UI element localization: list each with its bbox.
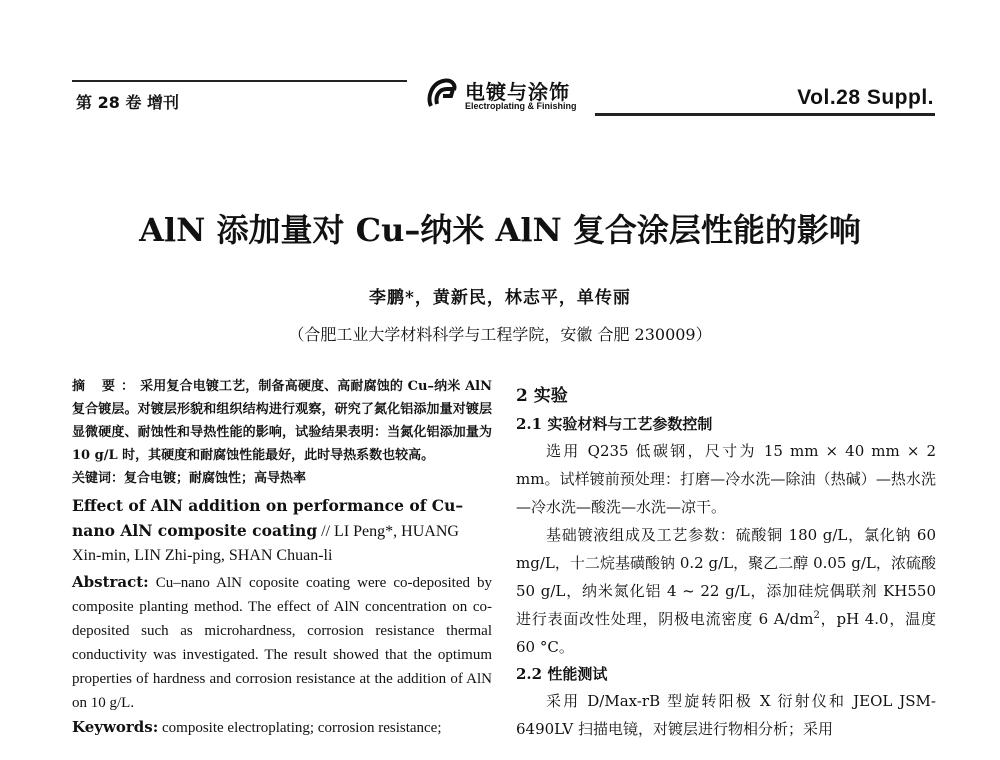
keywords-en-label: Keywords: bbox=[72, 718, 159, 736]
header-rule-left bbox=[72, 80, 407, 82]
journal-logo-icon bbox=[425, 76, 459, 110]
paragraph-materials: 选用 Q235 低碳钢，尺寸为 15 mm × 40 mm × 2 mm。试样镀前预处理：打磨—冷水洗—除油（热碱）—热水洗—冷水洗—酸洗—水洗—凉干。 bbox=[516, 442, 936, 516]
keywords-cn-label: 关键词： bbox=[72, 471, 125, 486]
abstract-cn-label: 摘 要： bbox=[72, 379, 141, 394]
abstract-cn bbox=[72, 375, 492, 467]
keywords-cn bbox=[72, 467, 492, 490]
issue-label: 第 28 卷 增刊 bbox=[76, 93, 179, 112]
subsection-heading-testing: 2.2 性能测试 bbox=[516, 665, 608, 683]
keywords-en bbox=[72, 715, 492, 740]
right-column bbox=[516, 375, 936, 743]
paper-title: AlN 添加量对 Cu–纳米 AlN 复合涂层性能的影响 bbox=[139, 211, 861, 249]
journal-name-cn: 电镀与涂饰 bbox=[465, 80, 570, 104]
left-column bbox=[72, 375, 492, 740]
abstract-cn-text: 采用复合电镀工艺，制备高硬度、高耐腐蚀的 Cu–纳米 AlN 复合镀层。对镀层形貌和组织结构进行观察，研究了氮化铝添加量对镀层显微硬度、耐蚀性和导热性能的影响，试验结果表明：当氮化铝添加量为 10 g/L 时，其硬度和耐腐蚀性能最好，此时导热系数也较高。 bbox=[72, 379, 492, 463]
paragraph-bath bbox=[516, 521, 936, 661]
affiliation: （合肥工业大学材料科学与工程学院，安徽 合肥 230009） bbox=[288, 325, 712, 344]
volume-label: Vol.28 Suppl. bbox=[797, 86, 934, 109]
keywords-cn-text: 复合电镀；耐腐蚀性；高导热率 bbox=[124, 471, 307, 486]
abstract-en-text: Cu–nano AlN coposite coating were co-deposited by composite planting method. The effect of AlN concentration on co-deposited such as microhardness, corrosion resistance thermal conductivity was investigated. The result showed that the optimum properties of hardness and corrosion resistance at the addition of AlN on 10 g/L. bbox=[72, 575, 492, 711]
english-title bbox=[72, 494, 492, 568]
paragraph-testing: 采用 D/Max-rB 型旋转阳极 X 衍射仪和 JEOL JSM-6490LV 扫描电镜，对镀层进行物相分析；采用 bbox=[516, 692, 936, 738]
abstract-en bbox=[72, 570, 492, 715]
authors: 李鹏*，黄新民，林志平，单传丽 bbox=[369, 288, 631, 308]
subsection-heading-materials: 2.1 实验材料与工艺参数控制 bbox=[516, 415, 713, 433]
journal-name-en: Electroplating & Finishing bbox=[465, 101, 577, 111]
paragraph-bath-text: 基础镀液组成及工艺参数：硫酸铜 180 g/L，氯化钠 60 mg/L，十二烷基磺酸钠 0.2 g/L，聚乙二醇 0.05 g/L，浓硫酸 50 g/L，纳米氮化铝 4 ~ 22 g/L，添加硅烷偶联剂 KH550 进行表面改性处理，阴极电流密度 6 A/dm bbox=[516, 526, 936, 628]
journal-logo bbox=[425, 74, 595, 118]
paragraph-bath-end: ，pH 4.0，温度 60 °C。 bbox=[516, 610, 936, 656]
english-authors: // LI Peng*, HUANG Xin-min, LIN Zhi-ping, SHAN Chuan-li bbox=[72, 523, 459, 564]
abstract-en-label: Abstract: bbox=[72, 573, 149, 591]
section-heading-experiment: 2 实验 bbox=[516, 386, 568, 406]
header-rule-right bbox=[595, 113, 935, 116]
keywords-en-text: composite electroplating; corrosion resistance; bbox=[158, 720, 442, 736]
superscript: 2 bbox=[813, 610, 820, 621]
english-title-text: Effect of AlN addition on performance of Cu–nano AlN composite coating bbox=[72, 496, 464, 540]
